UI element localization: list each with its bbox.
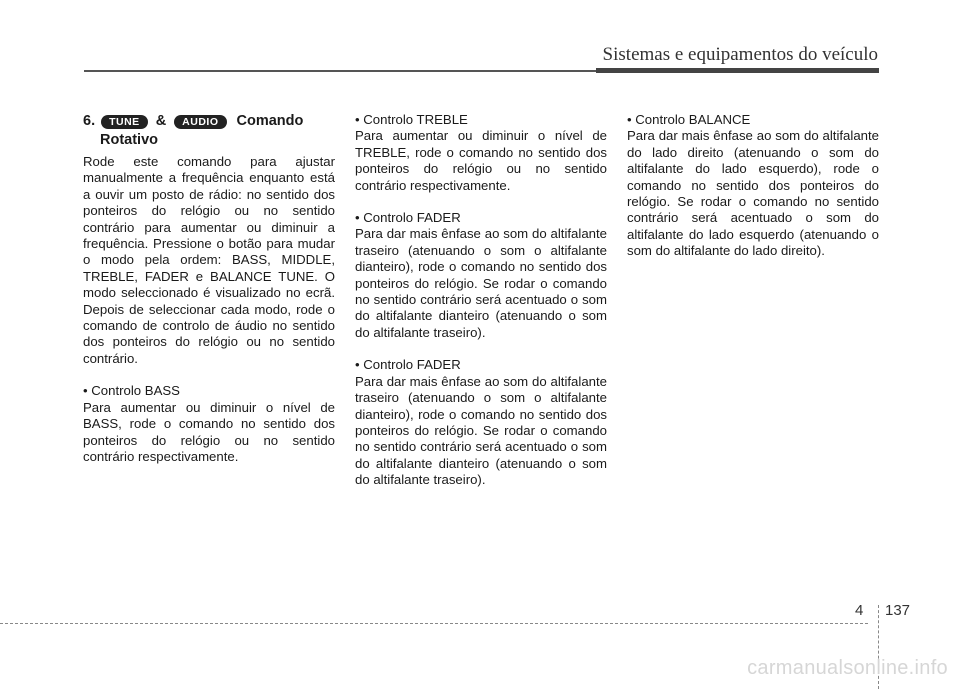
section-number: 6. — [83, 113, 96, 129]
item-bass — [83, 383, 335, 465]
item-title: • Controlo TREBLE — [355, 112, 468, 127]
page-number: 137 — [885, 602, 911, 619]
item-title: • Controlo FADER — [355, 210, 461, 226]
column-3 — [627, 112, 879, 276]
item-text: Para aumentar ou diminuir o nível de BASS, rode o comando no sentido dos ponteiros do relógio ou no sentido contrário respectivamente. — [83, 399, 335, 464]
tune-badge: TUNE — [101, 115, 148, 129]
column-1 — [83, 112, 335, 481]
section-title-line2: Rotativo — [100, 132, 158, 148]
section-heading — [83, 112, 335, 131]
item-title: • Controlo BALANCE — [627, 112, 751, 127]
item-balance — [627, 112, 879, 260]
item-title: • Controlo BASS — [83, 383, 180, 399]
item-fader-2 — [355, 357, 607, 488]
item-text: Para aumentar ou diminuir o nível de TREBLE, rode o comando no sentido dos ponteiros do relógio ou no sentido contrário respectivamente. — [355, 128, 607, 193]
item-text: Para dar mais ênfase ao som do altifalante traseiro (atenuando o som o altifalante dianteiro), rode o comando no sentido dos ponteiros do relógio. Se rodar o comando no sentido contrário será acentuado o som do altifalante dianteiro (atenuando o som do altifalante traseiro). — [355, 373, 607, 488]
ampersand: & — [155, 113, 167, 129]
audio-badge: AUDIO — [174, 115, 226, 129]
page-header-title: Sistemas e equipamentos do veículo — [602, 44, 878, 65]
watermark: carmanualsonline.info — [747, 657, 948, 679]
column-2 — [355, 112, 607, 505]
item-title: • Controlo FADER — [355, 357, 461, 373]
header-rule-accent — [596, 68, 879, 73]
item-fader-1 — [355, 210, 607, 341]
intro-text: Rode este comando para ajustar manualmente a frequência enquanto está a ouvir um posto de rádio: no sentido dos ponteiros do relógio ou no sentido contrário para aumentar ou diminuir a frequência. Pressione o botão para mudar o modo pela ordem: BASS, MIDDLE, TREBLE, FADER e BALANCE TUNE. O modo seleccionado é visualizado no ecrã. Depois de seleccionar cada modo, rode o comando de controlo de áudio no sentido dos ponteiros do relógio ou no sentido contrário. — [83, 154, 335, 366]
chapter-number: 4 — [855, 602, 864, 619]
footer-divider — [0, 623, 868, 624]
section-title-word: Comando — [236, 113, 304, 129]
item-text: Para dar mais ênfase ao som do altifalante traseiro (atenuando o som o altifalante dianteiro), rode o comando no sentido dos ponteiros do relógio. Se rodar o comando no sentido contrário será acentuado o som do altifalante dianteiro (atenuando o som do altifalante traseiro). — [355, 226, 607, 340]
item-text: Para dar mais ênfase ao som do altifalante do lado direito (atenuando o som do altifalante do lado esquerdo), rode o comando no sentido dos ponteiros do relógio. Se rodar o comando no sentido contrário será acentuado o som do altifalante do lado esquerdo (atenuando o som do altifalante do lado direito). — [627, 128, 879, 259]
item-treble — [355, 112, 607, 194]
intro-paragraph — [83, 154, 335, 367]
